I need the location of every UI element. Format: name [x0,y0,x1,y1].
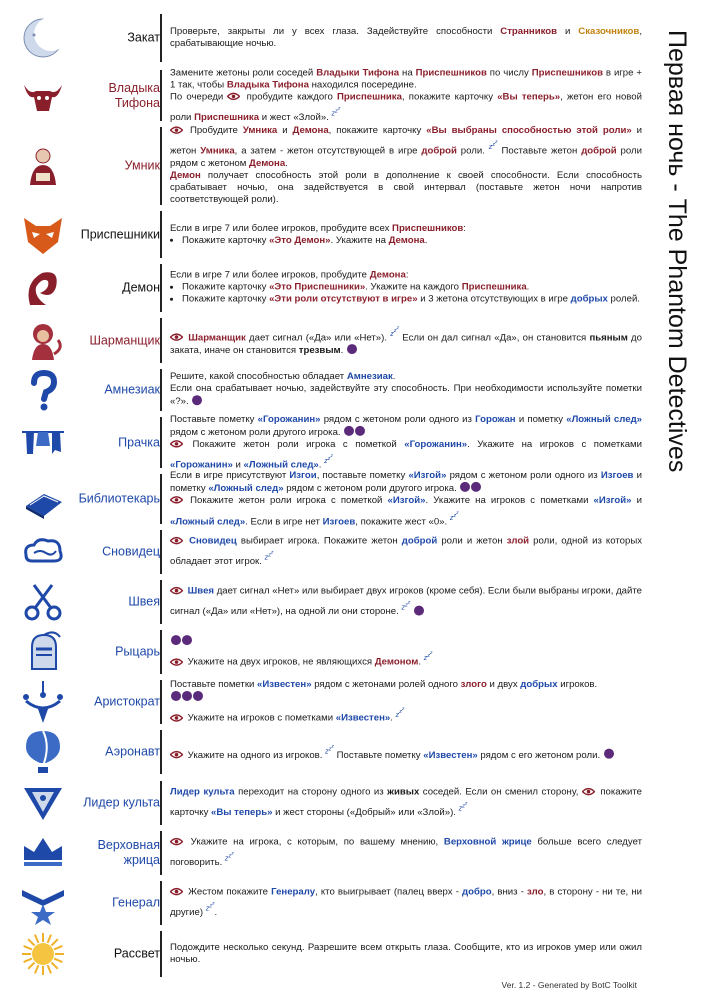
demon-icon [20,265,66,311]
monkey-icon [20,318,66,364]
role-instructions: Жестом покажите Генералу, кто выигрывает (палец вверх - добро, вниз - зло, в сторону - ни те, ни другие) $^{z^{z^z}}$. [170,886,642,919]
night-row-demon [10,262,642,314]
priestess-crown-icon [20,830,66,876]
role-name: Владыка Тифона [108,80,160,110]
eye-icon [170,440,183,448]
row-divider [160,127,162,205]
dream-cloud-icon [20,529,66,575]
reminder-token-icon [344,426,354,436]
role-instructions: Швея дает сигнал «Нет» или выбирает двух игроков (кроме себя). Если были выбраны игроки, дайте сигнал («Да» или «Нет»), на одной ли они стороне. $^{z^{z^z}}$ [170,585,642,618]
role-name: Шарманщик [89,333,160,347]
role-instructions: Пробудите Умника и Демона, покажите карточку «Вы выбраны способностью этой роли» и жетон Умника, а затем - жетон отсутствующей в игре доброй роли. $^{z^{z^z}}$ Поставьте жетон доброй роли рядом с жетоном Демона. Демон получает способность этой роли в дополнение к своей способности. Если способность срабатывает ночью, она задействуется в свой интервал (поставьте жетон ночи напротив соответствующей роли). [170,125,643,206]
role-instructions: Проверьте, закрыты ли у всех глаза. Задействуйте способности Странников и Сказочников, срабатывающие ночью. [170,25,642,49]
balloon-icon [20,729,66,775]
eye-icon [170,587,183,595]
night-row-seamstress [10,578,642,626]
row-divider [160,730,162,774]
sleep-icon: zzz [423,651,433,663]
sleep-icon: zzz [264,550,274,563]
row-divider [160,831,162,875]
sleep-icon: zzz [331,106,341,118]
scissors-icon [20,579,66,625]
role-instructions: Подождите несколько секунд. Разрешите всем открыть глаза. Сообщите, кто из игроков умер или ожил ночью. [170,941,642,965]
role-instructions: Поставьте пометку «Горожанин» рядом с жетоном роли одного из Горожан и пометку «Ложный след» рядом с жетоном роли другого игрока. Покажите жетон роли игрока с пометкой «Горожанин». Укажите на игроков с пометками «Горожанин» и «Ложный след». $^{z^{z^z}}$ [170,413,642,471]
night-row-organ [10,316,642,365]
sleep-icon: zzz [205,901,215,914]
role-instructions: Замените жетоны роли соседей Владыки Тифона на Приспешников по числу Приспешников в игре + 1 так, чтобы Владыка Тифона находился посередине. По очереди пробудите каждого Приспешника, покажите карточку «Вы теперь», жетон его новой роли Приспешника и жест «Злой». $^{z^{z^z}}$ [170,66,642,123]
row-divider [160,264,162,312]
eye-icon [170,658,183,666]
bull-skull-icon [20,73,66,119]
night-row-highpriestess [10,829,642,877]
role-name: Аэронавт [105,744,160,759]
role-instructions: Если в игре 7 или более игроков, пробудите Демона: • Покажите карточку «Это Приспешники». Укажите на каждого Приспешника. • Покажите карточку «Эти роли отсутствуют в игре» и 3 жетона отсутствующих в игре добрых ролей. [170,270,642,307]
row-divider [160,881,162,925]
eye-icon [170,888,183,896]
role-name: Сновидец [102,544,160,559]
reminder-token-icon [604,749,614,759]
reminder-token-icon [182,635,192,645]
sleep-icon: zzz [488,140,498,152]
cult-triangle-icon [20,780,66,826]
role-instructions: Решите, какой способностью обладает Амнезиак. Если она срабатывает ночью, задействуйте эту способность. При необходимости используйте пометки «?». [170,371,642,408]
sun-icon [20,931,66,977]
moon-icon [20,15,66,61]
role-name: Амнезиак [104,382,160,397]
eye-icon [170,714,183,722]
reminder-token-icon [414,605,424,615]
role-instructions: Укажите на двух игроков, не являющихся Демоном. $^{z^{z^z}}$ [170,635,642,669]
sleep-icon: zzz [458,801,468,814]
chandelier-icon [20,679,66,725]
row-divider [160,580,162,624]
row-divider [160,530,162,574]
reminder-token-icon [192,396,202,406]
night-row-typhon [10,68,642,123]
role-name: Рыцарь [115,644,160,659]
role-name: Прачка [118,435,160,449]
page-title-text: Первая ночь - The Phantom Detectives [663,30,691,473]
role-name: Закат [127,30,160,45]
row-divider [160,781,162,825]
night-row-washer [10,415,642,470]
reminder-token-icon [347,344,357,354]
eye-icon [170,537,183,545]
reminder-token-icon [171,635,181,645]
sleep-icon: zzz [224,851,234,864]
row-divider [160,931,162,977]
night-row-dusk [10,12,642,64]
row-divider [160,14,162,62]
night-row-savant [10,125,642,207]
eye-icon [170,838,183,846]
reminder-token-icon [355,426,365,436]
role-name: Лидер культа [83,795,160,810]
night-row-dawn [10,929,642,979]
night-row-dreamer [10,528,642,576]
eye-icon [170,751,183,759]
night-row-amnesiac [10,367,642,413]
book-icon [20,476,66,522]
role-instructions: Если в игре присутствуют Изгои, поставьте пометку «Изгой» рядом с жетоном роли одного из Изгоев и пометку «Ложный след» рядом с жетоном роли другого игрока. Покажите жетон роли игрока с пометкой «Изгой». Укажите на игроков с пометками «Изгой» и «Ложный след». Если в игре нет Изгоев, покажите жест «0». $^{z^{z^z}}$ [170,469,642,527]
eye-icon [170,333,183,341]
role-instructions: Укажите на одного из игроков. $^{z^{z^z}}$ Поставьте пометку «Известен» рядом с его жетоном роли. [170,742,642,763]
reminder-token-icon [460,482,470,492]
role-instructions: Если в игре 7 или более игроков, пробудите всех Приспешников: • Покажите карточку «Это Демон». Укажите на Демона. [170,222,642,246]
sleep-icon: zzz [401,600,411,613]
reminder-token-icon [471,482,481,492]
role-instructions: Шарманщик дает сигнал («Да» или «Нет»). $^{z^{z^z}}$ Если он дал сигнал «Да», он становится пьяным до заката, иначе он становится трезвым. [170,326,642,357]
role-instructions: Сновидец выбирает игрока. Покажите жетон доброй роли и жетон злой роли, одной из которых обладает этот игрок. $^{z^{z^z}}$ [170,535,643,568]
night-row-knight [10,628,642,676]
row-divider [160,70,162,121]
scholar-icon [20,143,66,189]
role-instructions: Лидер культа переходит на сторону одного из живых соседей. Если он сменил сторону, покажите карточку «Вы теперь» и жест стороны («Добрый» или «Злой»). $^{z^{z^z}}$ [170,786,642,819]
role-instructions: Укажите на игрока, с которым, по вашему мнению, Верховной жрице больше всего следует поговорить. $^{z^{z^z}}$ [170,836,642,869]
sleep-icon: zzz [325,744,334,756]
night-row-noble [10,678,642,726]
reminder-token-icon [171,691,181,701]
reminder-token-icon [193,691,203,701]
role-instructions: Поставьте пометки «Известен» рядом с жетонами ролей одного злого и двух добрых игроков. Укажите на игроков с пометками «Известен». $^{z^{z^z}}$ [170,678,598,724]
night-row-minions [10,209,642,260]
knight-helmet-icon [20,629,66,675]
question-icon [20,367,66,413]
general-insignia-icon [20,880,66,926]
role-name: Генерал [112,895,160,910]
row-divider [160,318,162,363]
row-divider [160,369,162,411]
version-footer: Ver. 1.2 - Generated by BotC Toolkit [501,980,637,990]
sleep-icon: zzz [449,510,459,522]
sleep-icon: zzz [324,453,333,466]
row-divider [160,417,162,468]
role-name: Аристократ [94,694,160,709]
night-row-general [10,879,642,927]
role-name: Рассвет [113,946,160,961]
role-name: Приспешники [80,227,160,241]
night-row-librarian [10,469,642,527]
eye-icon [170,496,183,504]
row-divider [160,474,162,524]
reminder-token-icon [182,691,192,701]
minion-mask-icon [20,212,66,258]
role-name: Умник [124,158,160,173]
role-name: Верховная жрица [97,838,160,867]
sleep-icon: zzz [395,707,405,719]
night-row-balloonist [10,728,642,776]
row-divider [160,680,162,724]
row-divider [160,630,162,674]
sleep-icon: zzz [390,326,400,338]
eye-icon [227,92,240,100]
role-name: Библиотекарь [78,491,160,506]
laundry-icon [20,420,66,466]
page-title [650,30,706,480]
eye-icon [582,788,595,796]
night-row-cultleader [10,779,642,827]
row-divider [160,211,162,258]
role-name: Демон [122,280,160,295]
role-name: Швея [128,594,160,609]
eye-icon [170,126,183,134]
